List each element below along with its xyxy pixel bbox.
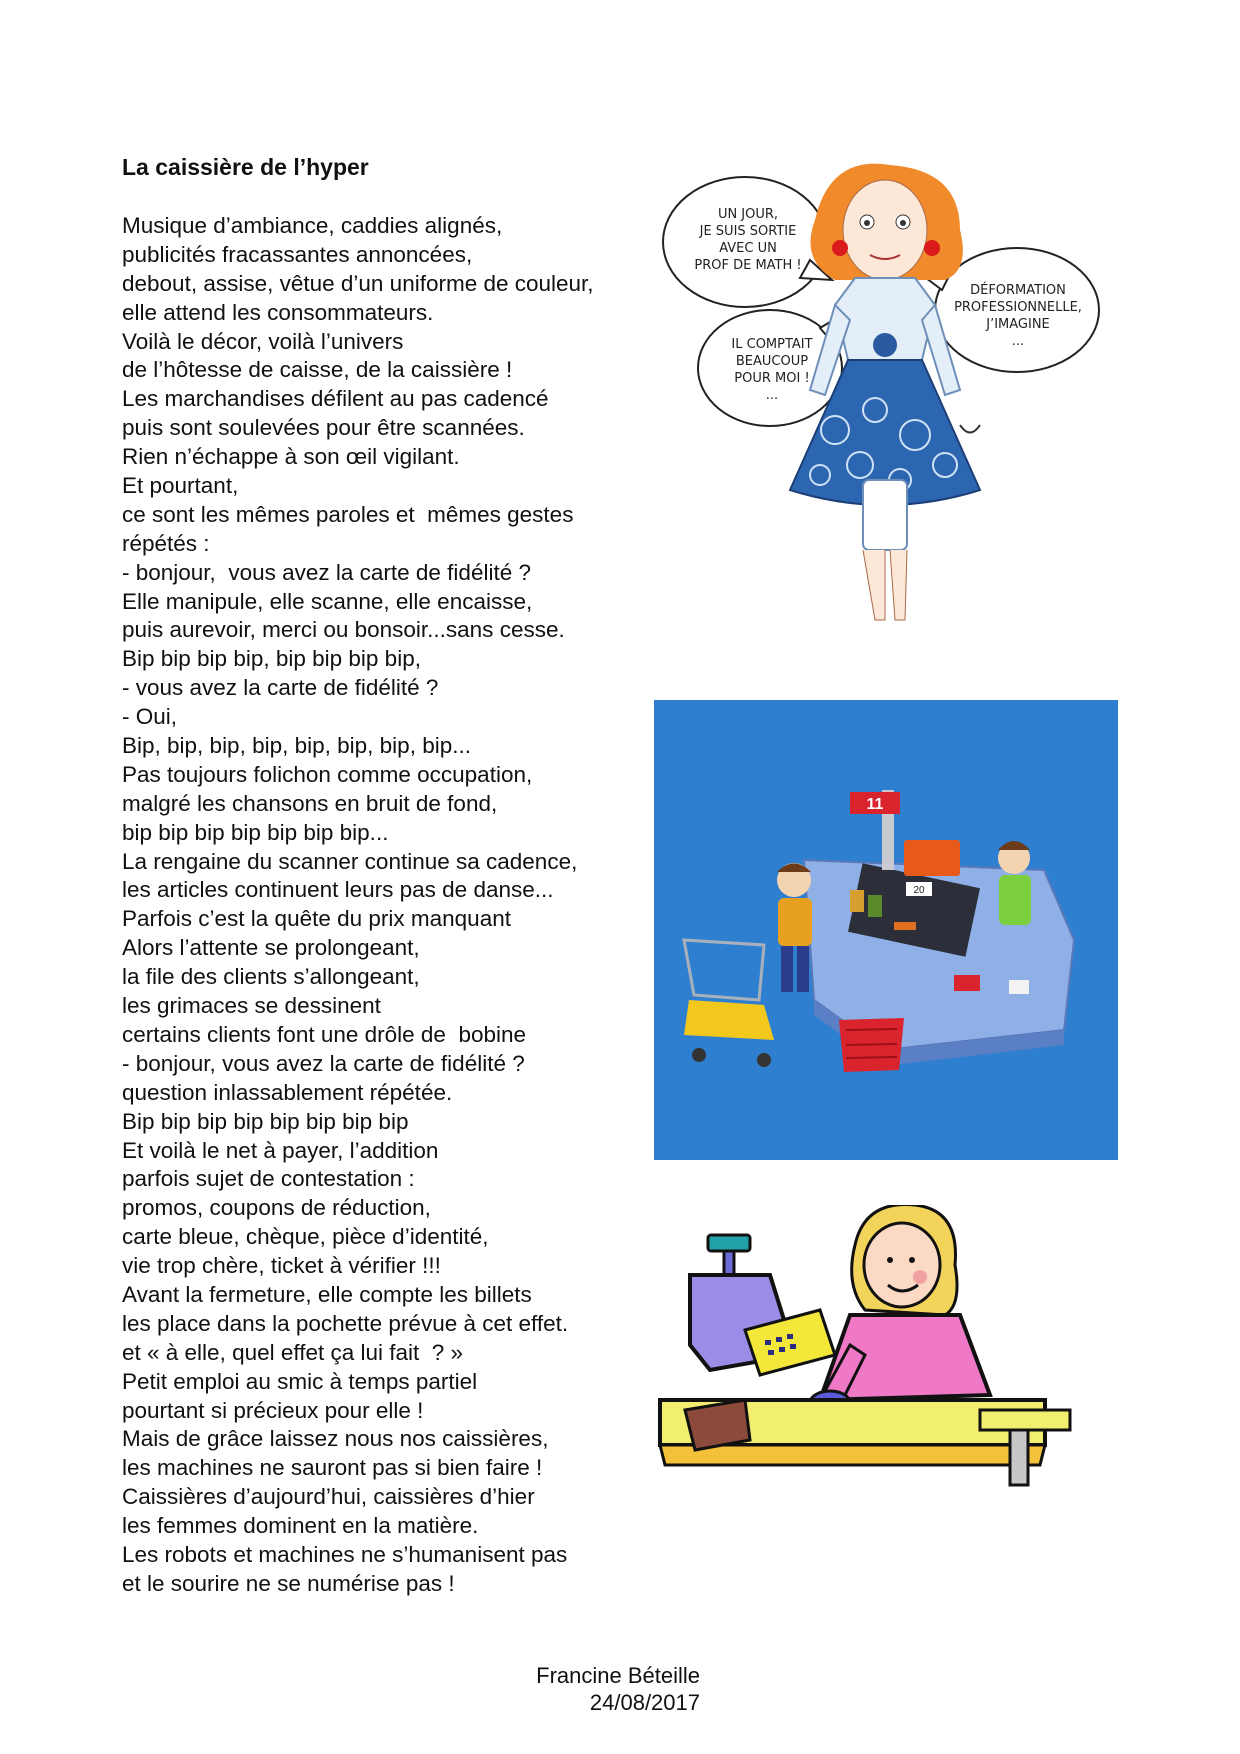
signature-block	[440, 1662, 700, 1716]
poem-line: Les marchandises défilent au pas cadencé	[122, 386, 549, 412]
bubble-left-line-3: AVEC UN	[719, 241, 777, 256]
poem-line: - bonjour, vous avez la carte de fidélité ?	[122, 559, 531, 585]
poem-line: - vous avez la carte de fidélité ?	[122, 675, 439, 701]
cartoon-cashier-illustration	[660, 160, 1110, 625]
poem-line: et « à elle, quel effet ça lui fait ? »	[122, 1339, 464, 1365]
poem-line: Pas toujours folichon comme occupation,	[122, 761, 533, 787]
poem-line: répétés :	[122, 530, 210, 556]
poem-line: carte bleue, chèque, pièce d’identité,	[122, 1224, 489, 1250]
poem-line: malgré les chansons en bruit de fond,	[122, 790, 498, 816]
poem-title: La caissière de l’hyper	[122, 154, 369, 180]
speech-bubble-left	[663, 177, 832, 307]
poem-line: Bip, bip, bip, bip, bip, bip, bip, bip...	[122, 733, 471, 759]
poem-line: les machines ne sauront pas si bien faire !	[122, 1455, 543, 1481]
bubble-bottom-line-2: BEAUCOUP	[735, 354, 809, 369]
poem-line: les place dans la pochette prévue à cet effet.	[122, 1310, 569, 1336]
bubble-right-line-2: PROFESSIONNELLE,	[954, 300, 1082, 315]
poem-line: question inlassablement répétée.	[122, 1079, 453, 1105]
bubble-left-line-4: PROF DE MATH !	[694, 258, 802, 273]
poem-line: Les robots et machines ne s’humanisent pas	[122, 1541, 568, 1567]
poem-line: les articles continuent leurs pas de danse...	[122, 877, 554, 903]
bubble-left-line-2: JE SUIS SORTIE	[699, 224, 797, 239]
poem-line: - bonjour, vous avez la carte de fidélité ?	[122, 1050, 525, 1076]
poem-line: ce sont les mêmes paroles et mêmes gestes	[122, 501, 574, 527]
poem-line: Parfois c’est la quête du prix manquant	[122, 906, 511, 932]
poem-line: la file des clients s’allongeant,	[122, 964, 420, 990]
bubble-left-line-1: UN JOUR,	[717, 207, 779, 222]
poem-line: vie trop chère, ticket à vérifier !!!	[122, 1253, 441, 1279]
price-tag: 20	[913, 885, 925, 896]
poem-line: promos, coupons de réduction,	[122, 1195, 431, 1221]
poem-line: puis aurevoir, merci ou bonsoir...sans cesse.	[122, 617, 565, 643]
bubble-bottom-line-1: IL COMPTAIT	[731, 337, 813, 352]
poem-line: Et voilà le net à payer, l’addition	[122, 1137, 439, 1163]
poem-line: parfois sujet de contestation :	[122, 1166, 415, 1192]
poem-line: bip bip bip bip bip bip bip...	[122, 819, 389, 845]
bubble-right-line-3: J’IMAGINE	[986, 317, 1050, 332]
poem-line: Caissières d’aujourd’hui, caissières d’hier	[122, 1484, 535, 1510]
checkout-counter-clipart	[660, 1400, 1070, 1485]
clipart-cashier-illustration	[650, 1205, 1120, 1505]
poem-line: Avant la fermeture, elle compte les billets	[122, 1281, 532, 1307]
author-name: Francine Béteille	[536, 1663, 700, 1688]
cashier-woman-figure	[790, 164, 980, 620]
poem-line: puis sont soulevées pour être scannées.	[122, 415, 525, 441]
poem-line: elle attend les consommateurs.	[122, 299, 434, 325]
bubble-bottom-line-3: POUR MOI !	[734, 371, 810, 386]
poem-body	[122, 212, 682, 1599]
poem-line: Musique d’ambiance, caddies alignés,	[122, 213, 503, 238]
toy-cashier-figure	[998, 841, 1031, 925]
poem-line: Bip bip bip bip, bip bip bip bip,	[122, 646, 421, 672]
poem-line: Rien n’échappe à son œil vigilant.	[122, 444, 460, 470]
bubble-bottom-line-4: ...	[765, 388, 779, 403]
poem-line: Elle manipule, elle scanne, elle encaisse,	[122, 588, 533, 614]
bubble-right-line-4: ...	[1011, 334, 1025, 349]
poem-line: Et pourtant,	[122, 473, 239, 499]
poem-line: debout, assise, vêtue d’un uniforme de couleur,	[122, 270, 594, 296]
cashier-woman-clipart	[810, 1205, 990, 1425]
poem-line: Alors l’attente se prolongeant,	[122, 935, 420, 961]
poem-line: de l’hôtesse de caisse, de la caissière !	[122, 357, 513, 383]
poem-line: Voilà le décor, voilà l’univers	[122, 328, 404, 354]
poem-line: Petit emploi au smic à temps partiel	[122, 1368, 478, 1394]
poem-line: les femmes dominent en la matière.	[122, 1513, 479, 1539]
cash-register-clipart	[690, 1235, 835, 1375]
register-number: 11	[866, 796, 884, 813]
shopping-basket-toy	[839, 1018, 904, 1072]
poem-line: La rengaine du scanner continue sa cadence,	[122, 848, 578, 874]
toy-checkout-photo	[654, 700, 1118, 1160]
poem-line: - Oui,	[122, 704, 178, 730]
poem-line: les grimaces se dessinent	[122, 993, 381, 1019]
poem-line: Mais de grâce laissez nous nos caissières,	[122, 1426, 549, 1452]
poem-line: publicités fracassantes annoncées,	[122, 241, 473, 267]
poem-line: certains clients font une drôle de bobine	[122, 1021, 527, 1047]
poem-line: et le sourire ne se numérise pas !	[122, 1570, 455, 1596]
bubble-right-line-1: DÉFORMATION	[970, 283, 1066, 298]
poem-line: Bip bip bip bip bip bip bip bip	[122, 1108, 409, 1134]
poem-line: pourtant si précieux pour elle !	[122, 1397, 424, 1423]
poem-date: 24/08/2017	[589, 1690, 700, 1715]
